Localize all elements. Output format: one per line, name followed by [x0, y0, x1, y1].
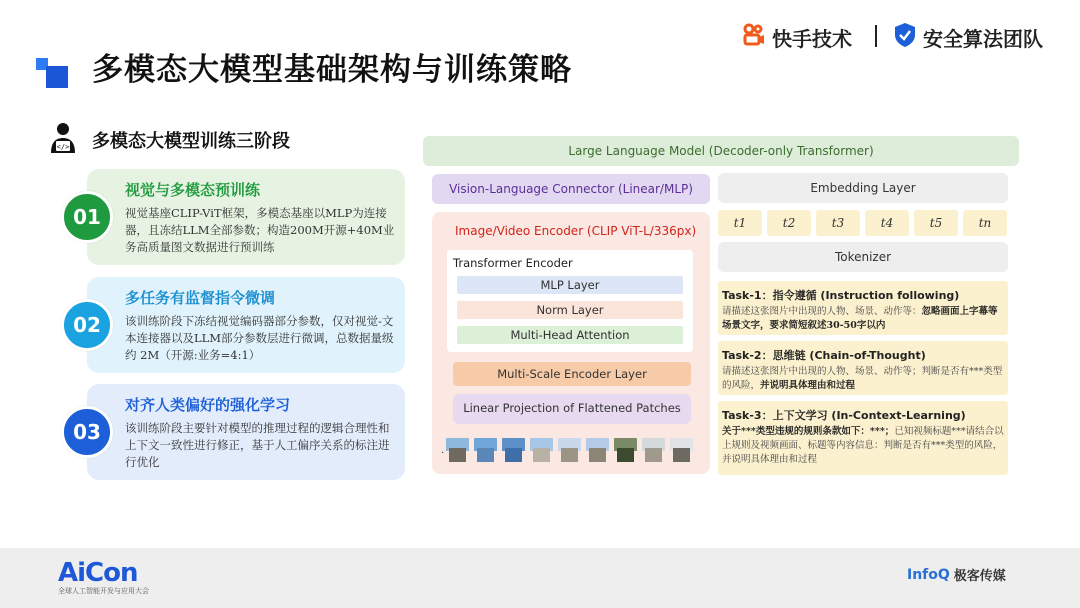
mlp-layer: MLP Layer — [457, 276, 683, 294]
token: t1 — [718, 210, 762, 236]
task-text: 请描述这张图片中出现的人物、场景、动作等；判断是否有***类型的风险， — [722, 366, 1003, 391]
multi-scale-encoder-layer: Multi-Scale Encoder Layer — [453, 362, 691, 386]
task-body — [722, 305, 1004, 333]
llm-block: Large Language Model (Decoder-only Transformer) — [423, 136, 1019, 166]
task-body — [722, 425, 1004, 467]
shield-icon — [893, 22, 917, 53]
task-text-emphasis: 并说明具体理由和过程 — [760, 380, 856, 391]
infoq-cn-text: 极客传媒 — [953, 569, 1006, 584]
image-patch — [474, 438, 497, 462]
stage-number-badge: 03 — [61, 406, 113, 458]
title-logo-mark — [36, 52, 76, 92]
infoq-text: InfoQ — [907, 566, 950, 583]
image-patch — [642, 438, 665, 462]
connector-block: Vision-Language Connector (Linear/MLP) — [432, 174, 710, 204]
token-row — [718, 210, 1008, 236]
svg-text:</>: </> — [56, 143, 70, 151]
token: t2 — [767, 210, 811, 236]
stage-title: 对齐人类偏好的强化学习 — [125, 396, 291, 414]
section-title: 多模态大模型训练三阶段 — [92, 131, 290, 152]
page-title: 多模态大模型基础架构与训练策略 — [92, 52, 572, 88]
stage-description: 该训练阶段主要针对模型的推理过程的逻辑合理性和上下文一致性进行修正，基于人工偏序关系的标注进行优化 — [125, 421, 390, 469]
infoq-logo — [907, 565, 1006, 584]
task-text: 已知视频标题***请结合以上规则及视频画面、标题等内容信息：判断是否有***类型的风险，并说明具体理由和过程 — [722, 426, 1004, 465]
norm-layer: Norm Layer — [457, 301, 683, 319]
task-text: 请描述这张图片中出现的人物、场景、动作等： — [722, 306, 922, 317]
brand-divider — [875, 25, 877, 47]
image-patch — [558, 438, 581, 462]
stage-title: 多任务有监督指令微调 — [125, 289, 276, 307]
linear-projection-block: Linear Projection of Flattened Patches — [453, 394, 691, 424]
kuaishou-logo-icon — [742, 23, 766, 52]
engineer-icon — [48, 122, 78, 158]
transformer-encoder-title: Transformer Encoder — [453, 256, 573, 270]
task-text-emphasis: 忽略画面上字幕等场景文字，要求简短叙述30-50字以内 — [722, 306, 998, 331]
embedding-layer: Embedding Layer — [718, 173, 1008, 203]
token: t4 — [865, 210, 909, 236]
kuaishou-brand — [742, 20, 852, 54]
task-title: Task-1：指令遵循 (Instruction following) — [722, 289, 960, 302]
section-heading — [48, 122, 290, 158]
stage-title: 视觉与多模态预训练 — [125, 181, 261, 199]
stage-card-2 — [87, 277, 405, 373]
task-card-1 — [718, 281, 1008, 335]
image-patch — [614, 438, 637, 462]
image-patch — [502, 438, 525, 462]
image-patches — [446, 436, 693, 462]
task-card-2 — [718, 341, 1008, 395]
security-team-brand — [893, 20, 1043, 54]
image-patch — [446, 438, 469, 462]
token: t3 — [816, 210, 860, 236]
task-text-emphasis: 关于***类型违规的规则条款如下：***； — [722, 426, 895, 437]
security-team-text: 安全算法团队 — [923, 26, 1043, 51]
tokenizer-block: Tokenizer — [718, 242, 1008, 272]
stage-number-badge: 01 — [61, 191, 113, 243]
image-patch — [670, 438, 693, 462]
stage-number-badge: 02 — [61, 299, 113, 351]
patch-prefix-dot: · — [441, 448, 445, 459]
aicon-subtitle: 全球人工智能开发与应用大会 — [58, 587, 149, 595]
kuaishou-brand-text: 快手技术 — [772, 26, 852, 51]
image-encoder-title: Image/Video Encoder (CLIP ViT-L/336px) — [455, 224, 697, 238]
multi-head-attention-layer: Multi-Head Attention — [457, 326, 683, 344]
token: t5 — [914, 210, 958, 236]
image-patch — [530, 438, 553, 462]
aicon-logo: AiCon — [58, 558, 138, 588]
task-title: Task-2：思维链 (Chain-of-Thought) — [722, 349, 926, 362]
token: tn — [963, 210, 1007, 236]
task-card-3 — [718, 401, 1008, 475]
task-body — [722, 365, 1004, 393]
stage-card-1 — [87, 169, 405, 265]
image-patch — [586, 438, 609, 462]
stage-description: 视觉基座CLIP-ViT框架，多模态基座以MLP为连接器，且冻结LLM全部参数；构造200M开源+40M业务高质量图文数据进行预训练 — [125, 206, 395, 254]
stage-description: 该训练阶段下冻结视觉编码器部分参数，仅对视觉-文本连接器以及LLM部分参数层进行微调，总数据量级约 2M（开源:业务=4:1） — [125, 314, 394, 362]
task-title: Task-3：上下文学习 (In-Context-Learning) — [722, 409, 966, 422]
stage-card-3 — [87, 384, 405, 480]
